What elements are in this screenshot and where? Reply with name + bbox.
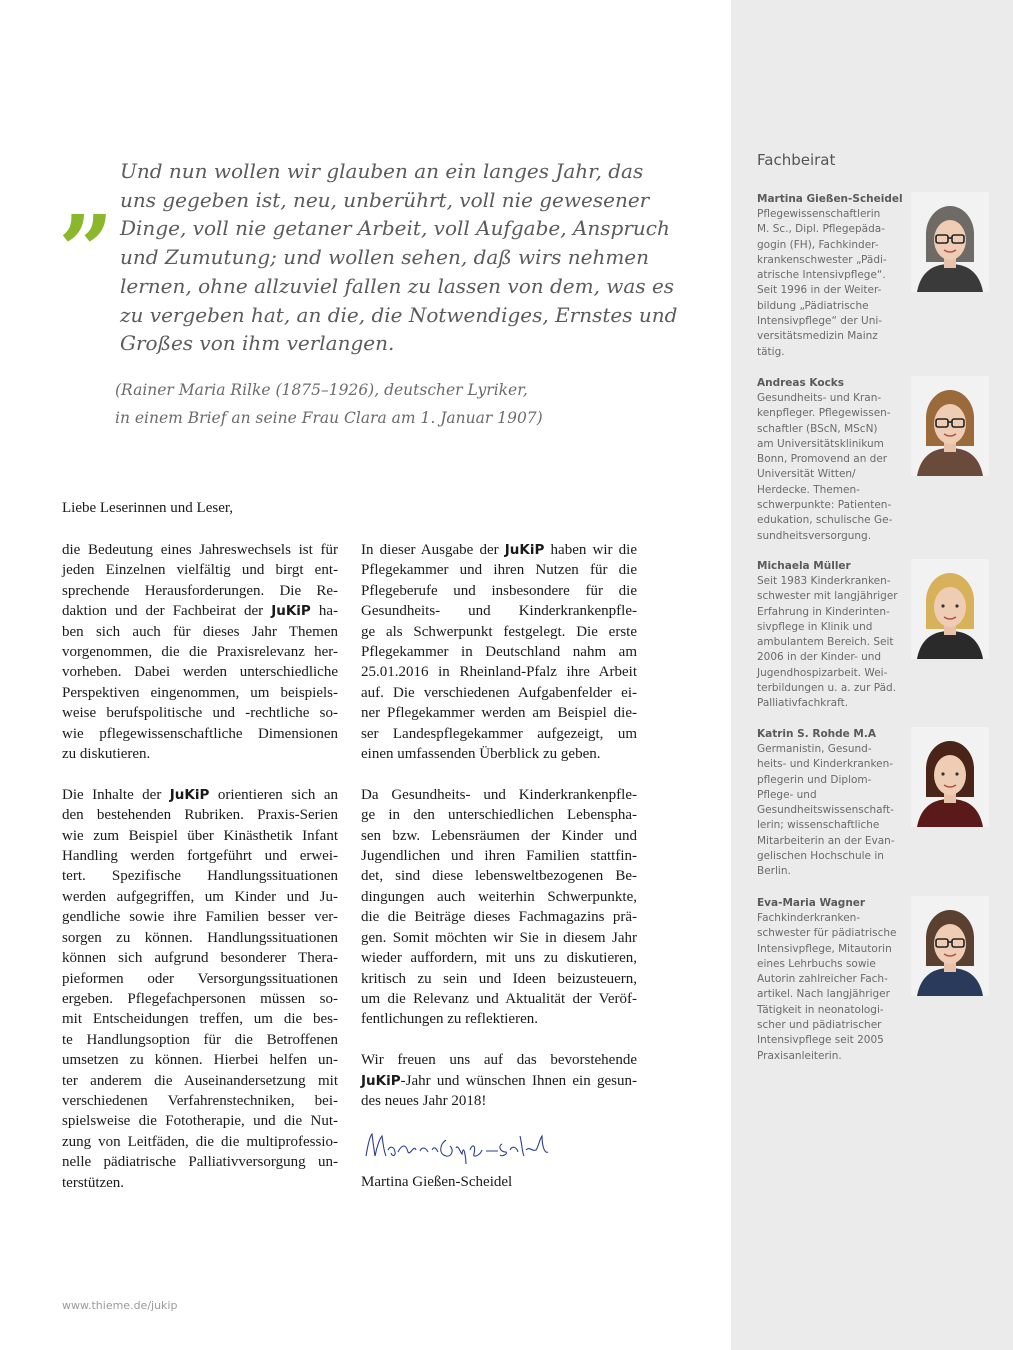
bio-line: schwerpunkte: Patienten-: [757, 499, 892, 512]
letter-line: werden aufgegriffen, um Kinder und Ju-: [62, 888, 338, 905]
bio-line: Erfahrung in Kinderinten-: [757, 605, 890, 618]
bio-line: Jugendhospizarbeit. Wei-: [757, 666, 888, 679]
board-member: [757, 192, 997, 360]
bio-line: terbildungen u. a. zur Päd.: [757, 682, 897, 695]
bio-line: Seit 1996 in der Weiter-: [757, 284, 882, 297]
letter-line: auf. Die verschiedenen Aufgabenfelder ei-: [361, 684, 637, 701]
letter-line: dingungen auch weiterhin Schwerpunkte,: [361, 888, 637, 905]
bio-line: sundheitsversorgung.: [757, 529, 872, 542]
member-bio: [757, 574, 897, 712]
bio-line: scher und pädiatrischer: [757, 1019, 882, 1032]
bio-line: ambulantem Bereich. Seit: [757, 636, 894, 649]
bio-line: pflegerin und Diplom-: [757, 773, 872, 786]
letter-line: te Handlungsoption für die Betroffenen: [62, 1031, 338, 1048]
letter-line: Gesundheits- und Kinderkrankenpfle-: [361, 603, 637, 620]
letter-line: umsetzen zu können. Hierbei helfen un-: [62, 1052, 338, 1069]
advisory-board-title: Fachbeirat: [757, 151, 836, 169]
letter-line: zung von Leitfäden, die die multiprofessio-: [62, 1133, 338, 1150]
attribution-line: (Rainer Maria Rilke (1875–1926), deutscher Lyriker,: [115, 381, 528, 399]
letter-line: Jugendlichen und ihren Familien stattfin-: [361, 848, 637, 865]
letter-right-column: [361, 540, 637, 1111]
letter-line: tert. Spezifische Handlungssituationen: [62, 868, 338, 885]
bio-line: lerin; wissenschaftliche: [757, 819, 880, 832]
letter-line: zu diskutieren.: [62, 746, 151, 763]
letter-line: Handling werden fortgeführt und erwei-: [62, 848, 338, 865]
paragraph-gap: [361, 1030, 637, 1050]
bio-line: krankenschwester „Pädi-: [757, 253, 887, 266]
letter-line: 25.01.2016 in Rheinland-Pfalz ihre Arbeit: [361, 664, 637, 681]
bio-line: versitätsmedizin Mainz: [757, 330, 878, 343]
member-bio: [757, 911, 897, 1064]
member-bio: [757, 207, 897, 360]
letter-line: Wir freuen uns auf das bevorstehende: [361, 1052, 637, 1069]
quote-attribution: [115, 376, 543, 432]
member-portrait: [911, 192, 989, 292]
bio-line: Intensivpflege seit 2005: [757, 1034, 884, 1047]
bio-line: Palliativfachkraft.: [757, 697, 849, 710]
bio-line: schaftler (BScN, MScN): [757, 422, 878, 435]
letter-line: Die Inhalte der JuKiP orientieren sich an: [62, 786, 338, 803]
member-name: Martina Gießen-Scheidel: [757, 193, 903, 205]
letter-line: mit Entscheidungen treffen, um die bes-: [62, 1011, 338, 1028]
quote-line: lernen, ohne allzuviel fallen zu lassen von dem, was es: [120, 273, 675, 298]
bio-line: atrische Intensivpflege“.: [757, 269, 886, 282]
bio-line: Germanistin, Gesund-: [757, 743, 872, 755]
member-portrait: [911, 376, 989, 476]
letter-line: verschiedenen Verfahrenstechniken, bei-: [62, 1092, 338, 1109]
bio-line: Mitarbeiterin an der Evan-: [757, 834, 895, 847]
letter-line: gen. Somit möchten wir Sie in diesem Jahr: [361, 929, 637, 946]
member-portrait: [911, 896, 989, 996]
letter-line: terstützen.: [62, 1174, 125, 1191]
letter-line: sen bzw. Lebensräumen der Kinder und: [361, 827, 637, 844]
magazine-name: JuKiP: [271, 603, 311, 620]
bio-line: kenpfleger. Pflegewissen-: [757, 407, 891, 420]
letter-line: JuKiP-Jahr und wünschen Ihnen ein gesun-: [361, 1072, 637, 1089]
letter-line: vorgenommen, die die Praxisrelevanz her-: [62, 644, 338, 661]
bio-line: gelischen Hochschule in: [757, 850, 884, 863]
bio-line: eines Lehrbuchs sowie: [757, 957, 876, 970]
bio-line: M. Sc., Dipl. Pflegepäda-: [757, 223, 885, 236]
quote-line: zu vergeben hat, an die, die Notwendiges, Ernstes und: [120, 302, 678, 327]
letter-line: Da Gesundheits- und Kinderkrankenpfle-: [361, 786, 637, 803]
quote-line: uns gegeben ist, neu, unberührt, voll nie gewesener: [120, 187, 650, 212]
board-member: [757, 376, 997, 544]
bio-line: edukation, schulische Ge-: [757, 514, 893, 527]
letter-line: wieder auffordern, mit uns zu diskutieren,: [361, 950, 637, 967]
letter-line: weise berufspolitische und -rechtliche so-: [62, 705, 338, 722]
magazine-name: JuKiP: [504, 542, 545, 558]
bio-line: Praxisanleiterin.: [757, 1049, 842, 1062]
quote-line: Dinge, voll nie getaner Arbeit, voll Aufgabe, Anspruch: [120, 216, 670, 241]
letter-line: kritisch zu sein und Ideen beizusteuern,: [361, 970, 637, 987]
bio-line: gogin (FH), Fachkinder-: [757, 238, 879, 251]
letter-left-column: [62, 540, 338, 1193]
board-member: [757, 727, 997, 880]
bio-line: Pflege- und: [757, 788, 817, 801]
board-member: [757, 559, 997, 712]
bio-line: Pflegewissenschaftlerin: [757, 208, 881, 220]
letter-line: ser Landespflegekammer aufgezeigt, um: [361, 725, 637, 742]
signature-name: Martina Gießen-Scheidel: [361, 1174, 513, 1190]
paragraph-gap: [361, 764, 637, 784]
letter-line: fentlichungen zu reflektieren.: [361, 1011, 538, 1028]
bio-line: heits- und Kinderkranken-: [757, 758, 894, 771]
bio-line: Autorin zahlreicher Fach-: [757, 973, 888, 986]
letter-line: pieformen oder Versorgungssituationen: [62, 970, 338, 987]
letter-line: Perspektiven eingenommen, um beispiels-: [62, 684, 338, 701]
member-bio: [757, 391, 897, 544]
bio-line: sivpflege in Klinik und: [757, 620, 873, 633]
bio-line: schwester mit langjähriger: [757, 590, 898, 603]
quote-line: und Zumutung; und wollen sehen, daß wirs nehmen: [120, 245, 650, 270]
letter-line: um die Relevanz und Aktualität der Veröf-: [361, 990, 637, 1007]
letter-line: sorgen zu können. Handlungssituationen: [62, 929, 338, 946]
quote-line: Und nun wollen wir glauben an ein langes Jahr, das: [120, 159, 644, 183]
member-name: Andreas Kocks: [757, 377, 845, 389]
letter-line: ge als Schwerpunkt festgelegt. Die erste: [361, 623, 637, 640]
bio-line: artikel. Nach langjähriger: [757, 988, 890, 1001]
letter-line: den bestehenden Rubriken. Praxis-Serien: [62, 807, 338, 824]
letter-line: gendliche sowie ihre Familien besser ver-: [62, 909, 338, 926]
quote-mark-icon: „: [60, 139, 116, 252]
member-name: Eva-Maria Wagner: [757, 897, 866, 909]
quote-line: Großes von ihm verlangen.: [120, 331, 395, 356]
letter-line: ben sich auch für dieses Jahr Themen: [62, 623, 338, 640]
bio-line: am Universitätsklinikum: [757, 437, 884, 450]
bio-line: schwester für pädiatrische: [757, 927, 897, 940]
letter-line: In dieser Ausgabe der JuKiP haben wir die: [361, 542, 638, 558]
letter-line: einen umfassenden Überblick zu geben.: [361, 746, 601, 763]
bio-line: Intensivpflege, Mitautorin: [757, 942, 892, 955]
letter-line: die Bedeutung eines Jahreswechsels ist für: [62, 542, 338, 558]
bio-line: Gesundheitswissenschaft-: [757, 804, 894, 817]
board-member: [757, 896, 997, 1064]
letter-line: ner Pflegekammer werden am Beispiel die-: [361, 705, 637, 722]
bio-line: bildung „Pädiatrische: [757, 299, 869, 312]
bio-line: Tätigkeit in neonatologi-: [757, 1003, 884, 1016]
letter-line: ergeben. Pflegefachpersonen müssen so-: [62, 990, 338, 1007]
magazine-name: JuKiP: [361, 1072, 401, 1089]
bio-line: Seit 1983 Kinderkranken-: [757, 575, 891, 587]
letter-line: können sich aufgrund besonderer Thera-: [62, 950, 338, 967]
member-portrait: [911, 559, 989, 659]
letter-line: des neues Jahr 2018!: [361, 1092, 487, 1109]
member-bio: [757, 742, 897, 880]
bio-line: Universität Witten/: [757, 468, 856, 481]
letter-line: Pflegekammer und ihren Nutzen für die: [361, 562, 637, 579]
letter-line: wie zum Beispiel über Kinästhetik Infant: [62, 827, 338, 844]
letter-line: sprechende Herausforderungen. Die Re-: [62, 582, 338, 599]
letter-line: spielsweise die Fototherapie, und die Nut-: [62, 1113, 338, 1130]
letter-line: Pflegeberufe und insbesondere für die: [361, 582, 637, 599]
bio-line: Herdecke. Themen-: [757, 483, 860, 496]
letter-line: ter anderem die Auseinandersetzung mit: [62, 1072, 338, 1089]
member-name: Michaela Müller: [757, 560, 851, 572]
handwritten-signature: [362, 1130, 552, 1164]
rilke-quote: [120, 157, 680, 358]
bio-line: Gesundheits- und Kran-: [757, 392, 882, 404]
letter-line: Pflegekammer in Deutschland nahm am: [361, 644, 637, 661]
paragraph-gap: [62, 764, 338, 784]
bio-line: Intensivpflege“ der Uni-: [757, 315, 883, 328]
bio-line: Bonn, Promovend an der: [757, 453, 888, 466]
member-name: Katrin S. Rohde M.A: [757, 728, 876, 740]
letter-line: die die Beiträge dieses Fachmagazins prä-: [361, 909, 637, 926]
footer-url[interactable]: www.thieme.de/jukip: [62, 1299, 178, 1312]
bio-line: 2006 in der Kinder- und: [757, 651, 882, 664]
magazine-name: JuKiP: [169, 786, 210, 803]
member-portrait: [911, 727, 989, 827]
attribution-line: in einem Brief an seine Frau Clara am 1. Januar 1907): [115, 409, 543, 427]
bio-line: Fachkinderkranken-: [757, 912, 861, 924]
letter-line: ge in den unterschiedlichen Lebenspha-: [361, 807, 637, 824]
letter-salutation: Liebe Leserinnen und Leser,: [62, 500, 233, 516]
letter-line: daktion und der Fachbeirat der JuKiP ha-: [62, 603, 338, 620]
letter-line: nelle pädiatrische Palliativversorgung un-: [62, 1154, 338, 1171]
letter-line: jeden Einzelnen vielfältig und birgt ent-: [62, 562, 338, 579]
letter-line: det, sind diese lebensweltbezogenen Be-: [361, 868, 637, 885]
bio-line: tätig.: [757, 345, 785, 358]
letter-line: wie pflegewissenschaftliche Dimensionen: [62, 725, 338, 742]
letter-line: vorheben. Dabei werden unterschiedliche: [62, 664, 338, 681]
bio-line: Berlin.: [757, 865, 791, 878]
